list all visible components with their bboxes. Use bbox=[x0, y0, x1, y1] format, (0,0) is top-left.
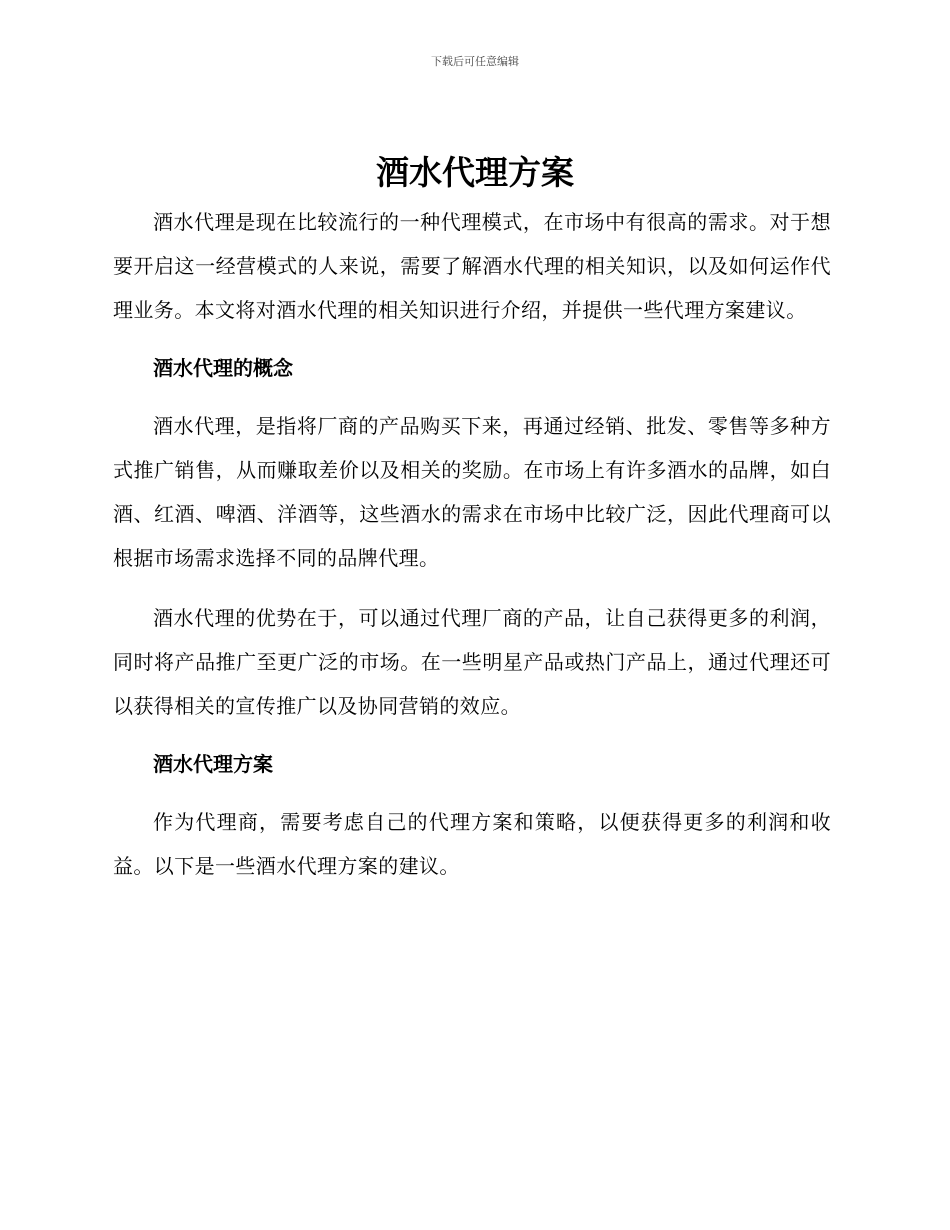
section-heading-concept: 酒水代理的概念 bbox=[153, 356, 293, 380]
plan-paragraph-1: 作为代理商，需要考虑自己的代理方案和策略，以便获得更多的利润和收益。以下是一些酒水代理方案的建议。 bbox=[113, 810, 831, 878]
concept-paragraph-1: 酒水代理，是指将厂商的产品购买下来，再通过经销、批发、零售等多种方式推广销售，从而赚取差价以及相关的奖励。在市场上有许多酒水的品牌，如白酒、红酒、啤酒、洋酒等，这些酒水的需求在市场中比较广泛，因此代理商可以根据市场需求选择不同的品牌代理。 bbox=[113, 414, 831, 570]
page-header-note: 下载后可任意编辑 bbox=[431, 55, 519, 68]
concept-paragraph-2: 酒水代理的优势在于，可以通过代理厂商的产品，让自己获得更多的利润，同时将产品推广至更广泛的市场。在一些明星产品或热门产品上，通过代理还可以获得相关的宣传推广以及协同营销的效应。 bbox=[113, 606, 831, 718]
document-body bbox=[113, 200, 831, 888]
document-title: 酒水代理方案 bbox=[376, 153, 574, 192]
section-heading-plan: 酒水代理方案 bbox=[153, 752, 273, 776]
intro-paragraph: 酒水代理是现在比较流行的一种代理模式，在市场中有很高的需求。对于想要开启这一经营模式的人来说，需要了解酒水代理的相关知识，以及如何运作代理业务。本文将对酒水代理的相关知识进行介绍，并提供一些代理方案建议。 bbox=[113, 210, 831, 322]
